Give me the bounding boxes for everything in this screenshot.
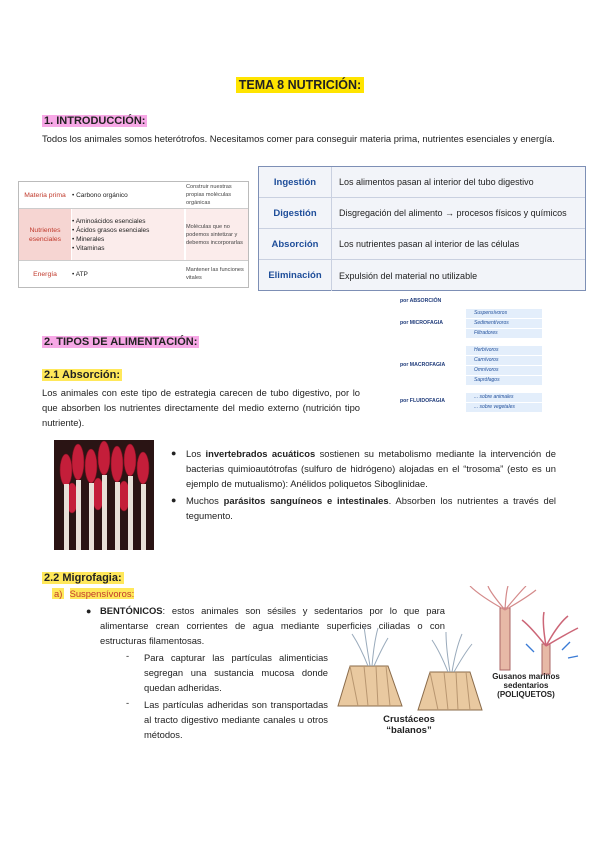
- suspensivoros-label: [52, 588, 134, 599]
- row-label: Materia prima: [24, 191, 66, 199]
- phase-description: Expulsión del material no utilizable: [339, 270, 478, 281]
- microfagia-heading: [42, 572, 124, 584]
- table-row: [259, 229, 585, 260]
- phase-name: Absorción: [259, 229, 332, 259]
- page-title: [0, 78, 600, 92]
- diagram-value: ... sobre animales: [474, 394, 514, 400]
- diagram-value: Suspensívoros: [474, 310, 508, 316]
- bentonicos-desc: : estos animales son sésiles y sedentarios por lo que para alimentarse crean corrientes de agua mediante superficies ciliadas o con estructuras filamentosas.: [100, 605, 445, 646]
- table-row: [19, 209, 248, 261]
- caption-line: sedentarios: [503, 681, 549, 690]
- feeding-types-diagram: [394, 295, 546, 420]
- tube-worm-image: [54, 440, 154, 550]
- table-row: [259, 260, 585, 291]
- diagram-category: por ABSORCIÓN: [400, 298, 442, 304]
- absorcion-text: Los animales con este tipo de estrategia carecen de tubo digestivo, por lo que absorben los nutrientes directamente del medio externo (nutrición tipo nutriente).: [42, 387, 360, 428]
- page-title-text: TEMA 8 NUTRICIÓN:: [236, 77, 364, 93]
- polychaete-drawing: [522, 612, 578, 674]
- diagram-value: ... sobre vegetales: [474, 404, 515, 410]
- intro-heading: [42, 115, 147, 127]
- diagram-value: Herbívoros: [474, 347, 499, 353]
- diagram-value: Filtradores: [474, 330, 498, 336]
- bentonicos-bold: BENTÓNICOS: [100, 605, 163, 616]
- row-item: • ATP: [72, 270, 88, 278]
- bullet-text: sostienen su metabolismo mediante la intervención de bacterias quimioautótrofas (sulfuro de hidrógeno) alojadas en el “trosoma” (esto es un ejemplo de mutualismo): Anélidos poliquetos Siboglinidae.: [186, 448, 556, 489]
- crustaceos-caption: [372, 714, 446, 736]
- dash-marker: -: [126, 650, 130, 661]
- bullet-bold: invertebrados acuáticos: [205, 448, 316, 459]
- phase-description: Los nutrientes pasan al interior de las células: [339, 239, 520, 249]
- bullet-text: . Absorben los nutrientes a través del tegumento.: [186, 495, 556, 521]
- intro-heading-text: 1. INTRODUCCIÓN:: [44, 115, 146, 127]
- diagram-value: Saprófagos: [474, 377, 500, 383]
- diagram-category: por MICROFAGIA: [400, 320, 443, 326]
- row-note: Construir nuestras propias moléculas orgánicas: [186, 184, 232, 206]
- table-row: [259, 198, 585, 229]
- table-row: [19, 261, 248, 287]
- bullet-text: Muchos: [186, 495, 224, 506]
- row-item: • Aminoácidos esenciales: [72, 217, 146, 225]
- dash-marker: -: [126, 697, 130, 708]
- row-note: Moléculas que no podemos sintetizar y debemos incorporarlas: [186, 209, 248, 260]
- dash-item-2: Las partículas adheridas son transportadas al tracto digestivo mediante canales u otros métodos.: [144, 699, 328, 740]
- phase-description: Disgregación del alimento → procesos físicos y químicos: [339, 208, 567, 218]
- microfagia-heading-text: 2.2 Migrofagia:: [44, 572, 122, 584]
- phase-name: Eliminación: [259, 260, 332, 291]
- bullet-text: Los: [186, 448, 206, 459]
- dash-item-1: Para capturar las partículas alimenticias segregan una sustancia mucosa donde quedan adheridas.: [144, 652, 328, 693]
- caption-line: “balanos”: [386, 725, 432, 736]
- row-items: [72, 209, 184, 260]
- list-letter: a): [54, 588, 63, 599]
- section2-heading: [42, 336, 199, 348]
- absorcion-bullet-2: [186, 493, 556, 523]
- bullet-marker: ●: [171, 448, 177, 458]
- absorcion-heading: [42, 369, 122, 381]
- phase-description: Los alimentos pasan al interior del tubo digestivo: [339, 177, 534, 187]
- row-note: Mantener las funciones vitales: [186, 267, 244, 281]
- bullet-bold: parásitos sanguíneos e intestinales: [223, 495, 389, 506]
- bullet-marker: ●: [171, 495, 177, 505]
- list-letter-text: Suspensívoros:: [69, 588, 135, 599]
- suspension-feeders-illustration: [330, 586, 592, 736]
- table-row: [259, 167, 585, 198]
- table-row: [19, 182, 248, 209]
- nutrition-phases-table: [258, 166, 586, 291]
- intro-text: Todos los animales somos heterótrofos. Necesitamos comer para conseguir materia prima, nutrientes esenciales y energía.: [42, 133, 555, 144]
- row-item: • Carbono orgánico: [72, 191, 128, 199]
- row-item: • Vitaminas: [72, 244, 105, 252]
- caption-line: Gusanos marinos: [492, 672, 560, 681]
- polychaete-drawing: [470, 586, 536, 670]
- nutrition-needs-table: [18, 181, 249, 288]
- absorcion-heading-text: 2.1 Absorción:: [44, 369, 120, 381]
- phase-name: Ingestión: [259, 167, 332, 197]
- row-items: [72, 261, 184, 287]
- caption-line: (POLIQUETOS): [497, 690, 555, 699]
- row-item: • Ácidos grasos esenciales: [72, 226, 150, 234]
- section2-heading-text: 2. TIPOS DE ALIMENTACIÓN:: [44, 336, 198, 348]
- diagram-value: Omnívoros: [474, 367, 499, 373]
- absorcion-bullet-1: [186, 446, 556, 491]
- phase-name: Digestión: [259, 198, 332, 228]
- gusanos-caption: [474, 672, 578, 699]
- barnacle-drawing: [418, 632, 482, 710]
- diagram-value: Sedimentívoros: [474, 320, 509, 326]
- row-label: Energía: [33, 270, 57, 278]
- diagram-value: Carnívoros: [474, 357, 499, 363]
- bullet-marker: ●: [86, 606, 92, 616]
- row-items: [72, 182, 184, 208]
- caption-line: Crustáceos: [383, 714, 435, 725]
- diagram-category: por FLUIDOFAGIA: [400, 398, 445, 404]
- row-label: Nutrientes esenciales: [19, 209, 71, 260]
- barnacle-drawing: [338, 626, 402, 706]
- diagram-category: por MACROFAGIA: [400, 362, 446, 368]
- row-item: • Minerales: [72, 235, 105, 243]
